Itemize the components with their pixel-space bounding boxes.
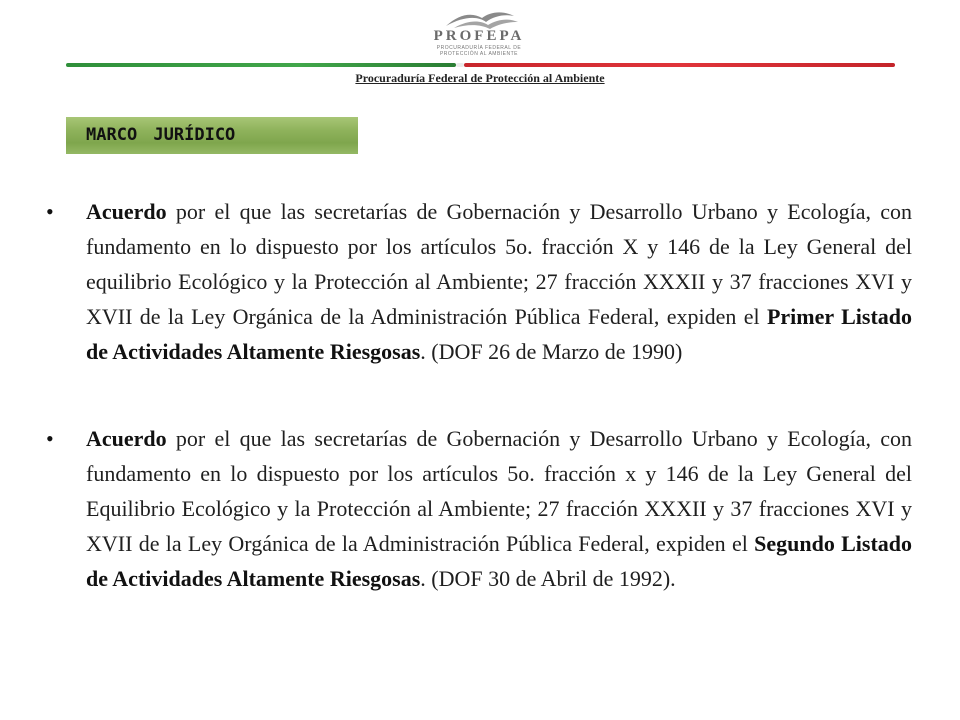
bullet-icon: • bbox=[46, 426, 54, 451]
item-text bbox=[86, 421, 912, 596]
section-title-box bbox=[66, 117, 358, 154]
bullet-icon: • bbox=[46, 199, 54, 224]
bullet-list bbox=[46, 194, 912, 648]
item-emphasis: Primer Listado de Actividades Altamente Riesgosas bbox=[86, 304, 913, 364]
logo-subtitle: PROCURADURÍA FEDERAL DE PROTECCIÓN AL AMBIENTE bbox=[436, 45, 522, 57]
section-title: MARCO JURÍDICO bbox=[86, 125, 236, 145]
item-body: por el que las secretarías de Gobernación y Desarrollo Urbano y Ecología, con fundamento en lo dispuesto por los artículos 5o. fracción X y 146 de la Ley General del equilibrio Ecológico y la Protección al Ambiente; 27 fracción XXXII y 37 fracciones XVI y XVII de la Ley Orgánica de la Administración Pública Federal, expiden el bbox=[86, 199, 912, 329]
list-item bbox=[46, 421, 912, 596]
item-emphasis: Segundo Listado de Actividades Altamente Riesgosas bbox=[86, 531, 913, 591]
item-body: por el que las secretarías de Gobernación y Desarrollo Urbano y Ecología, con fundamento en lo dispuesto por los artículos 5o. fracción x y 146 de la Ley General del Equilibrio Ecológico y la Protección al Ambiente; 27 fracción XXXII y 37 fracciones XVI y XVII de la Ley Orgánica de la Administración Pública Federal, expiden el bbox=[86, 426, 912, 556]
agency-name: Procuraduría Federal de Protección al Ambiente bbox=[355, 71, 605, 85]
red-band bbox=[464, 63, 895, 67]
logo-name: PROFEPA bbox=[433, 28, 525, 44]
item-tail: . (DOF 26 de Marzo de 1990) bbox=[420, 339, 683, 364]
list-item bbox=[46, 194, 912, 369]
white-band bbox=[456, 63, 464, 67]
header bbox=[0, 0, 960, 100]
item-tail: . (DOF 30 de Abril de 1992). bbox=[420, 566, 676, 591]
item-text bbox=[86, 194, 912, 369]
item-lead: Acuerdo bbox=[86, 199, 167, 224]
item-lead: Acuerdo bbox=[86, 426, 167, 451]
green-band bbox=[66, 63, 456, 67]
